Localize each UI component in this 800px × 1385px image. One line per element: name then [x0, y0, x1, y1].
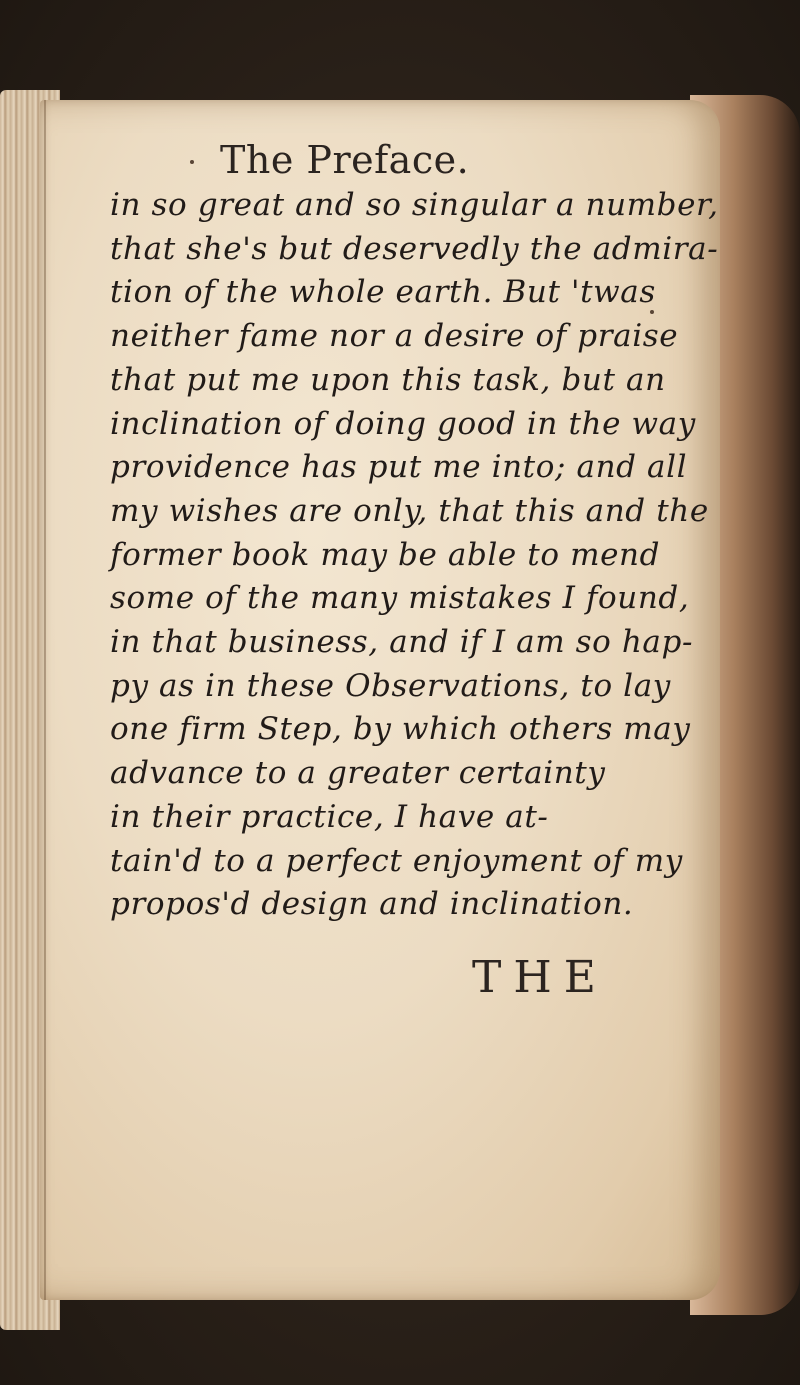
- text-line: inclination of doing good in the way: [110, 405, 696, 442]
- running-head: The Preface.: [220, 138, 470, 182]
- text-line: py as in these Observations, to lay: [110, 667, 671, 704]
- gutter-line: [44, 100, 46, 1300]
- text-line: in so great and so singular a number,: [110, 187, 719, 223]
- text-line: propos'd design and inclination.: [110, 886, 634, 923]
- text-line: that she's but deservedly the admira-: [110, 230, 719, 267]
- paper-speck: [190, 160, 194, 164]
- text-line: providence has put me into; and all: [110, 449, 688, 486]
- text-line: in their practice, I have at-: [110, 798, 549, 835]
- text-line: tion of the whole earth. But 'twas: [110, 274, 656, 311]
- text-line: in that business, and if I am so hap-: [110, 624, 694, 661]
- text-line: former book may be able to mend: [110, 536, 661, 573]
- text-line: advance to a greater certainty: [110, 755, 606, 792]
- text-line: some of the many mistakes I found,: [110, 580, 690, 617]
- paper-speck: [650, 310, 654, 314]
- catchword: THE: [472, 952, 608, 1003]
- text-line: one firm Step, by which others may: [110, 711, 691, 748]
- text-line: tain'd to a perfect enjoyment of my: [110, 842, 683, 879]
- text-line: neither fame nor a desire of praise: [110, 318, 679, 355]
- text-line: my wishes are only, that this and the: [110, 492, 709, 529]
- text-line: that put me upon this task, but an: [110, 361, 666, 398]
- body-text: [110, 184, 719, 927]
- book-page: [40, 100, 720, 1300]
